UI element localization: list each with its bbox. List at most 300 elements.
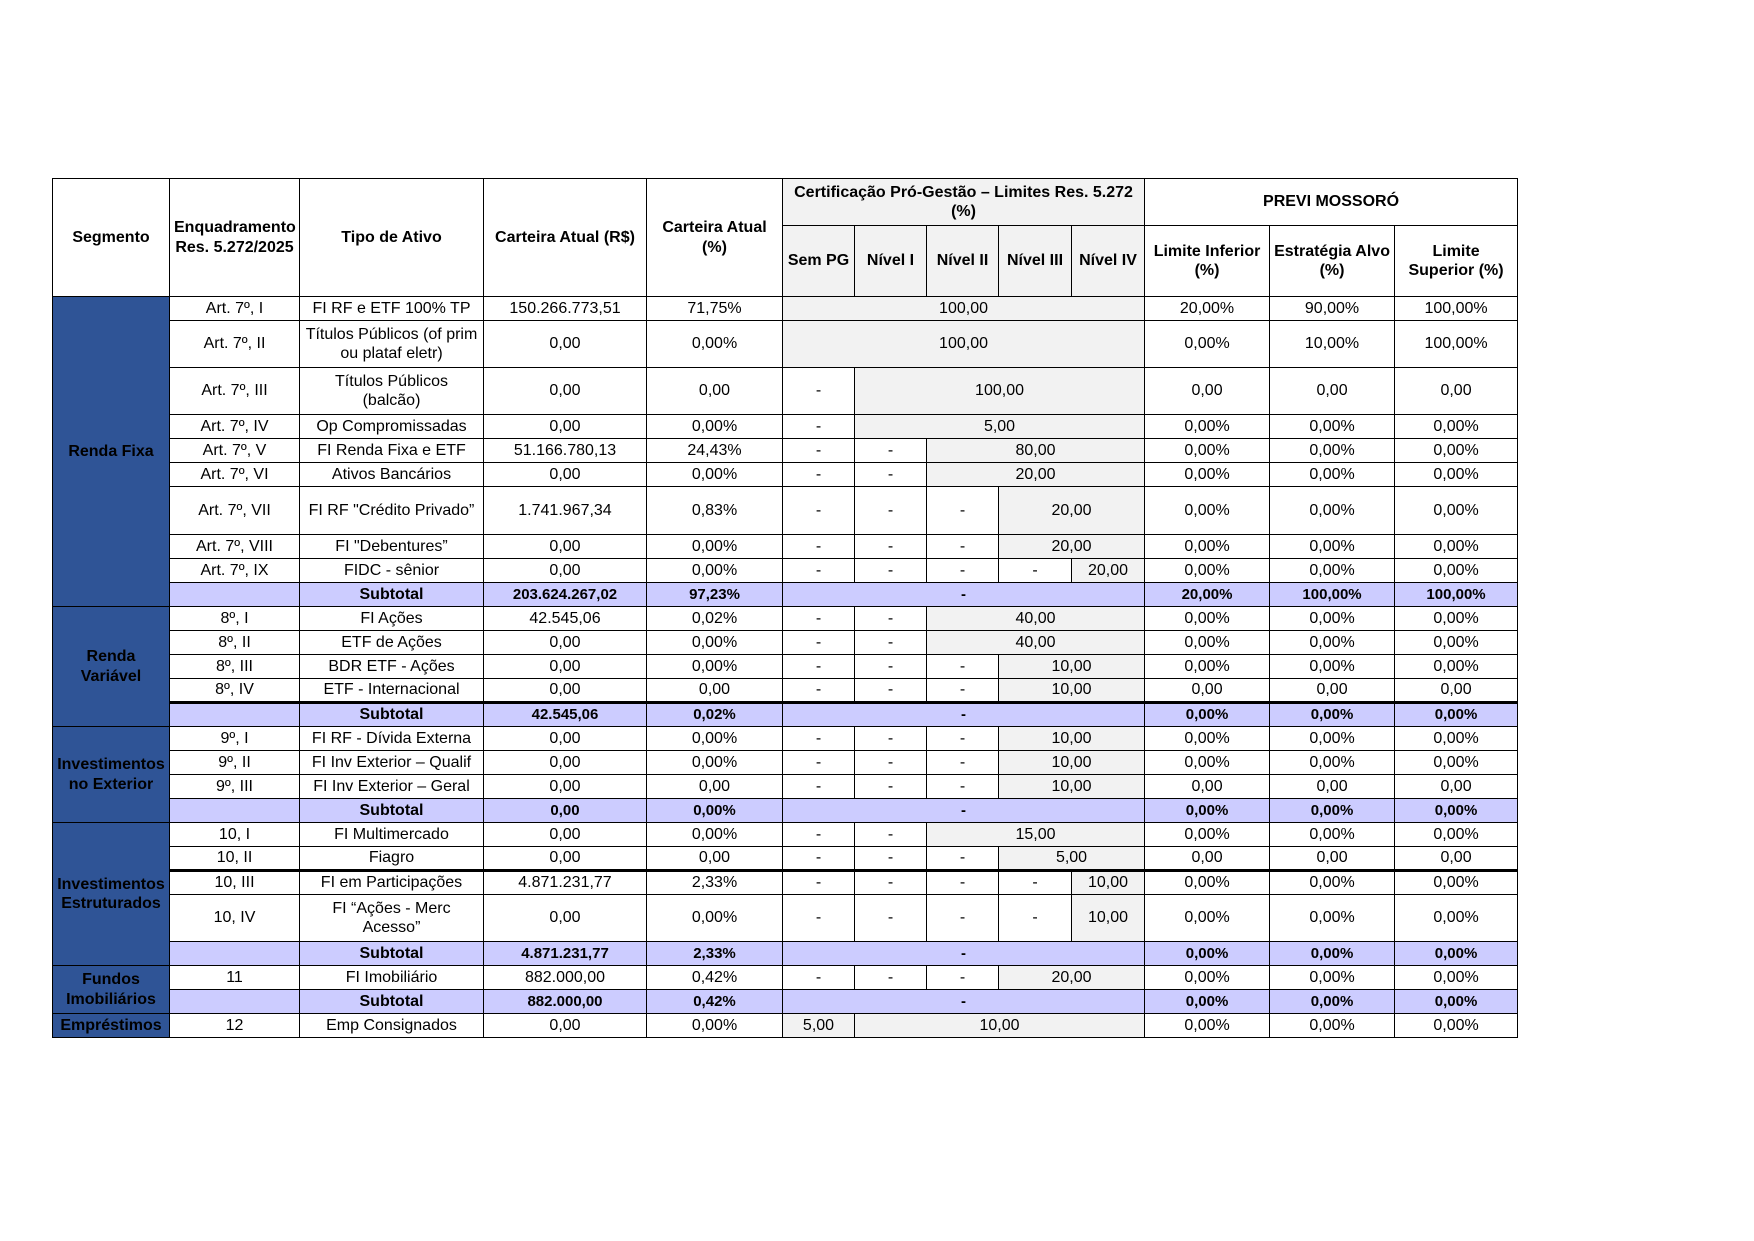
header-nivel-4: Nível IV bbox=[1072, 226, 1145, 297]
estrategia-cell: 100,00% bbox=[1270, 583, 1395, 607]
limite-inferior-cell: 0,00% bbox=[1145, 535, 1270, 559]
nivel-1-cell: - bbox=[855, 607, 927, 631]
nivel-2-cell: - bbox=[927, 655, 999, 679]
tipo-cell: BDR ETF - Ações bbox=[300, 655, 484, 679]
carteira-rs-cell: 0,00 bbox=[484, 368, 647, 415]
limite-cell: 20,00 bbox=[1072, 559, 1145, 583]
limite-inferior-cell: 0,00% bbox=[1145, 823, 1270, 847]
limite-cell: 100,00 bbox=[783, 297, 1145, 321]
limite-superior-cell: 100,00% bbox=[1395, 321, 1518, 368]
estrategia-cell: 0,00% bbox=[1270, 535, 1395, 559]
sem-pg-cell: - bbox=[783, 439, 855, 463]
enquadramento-cell: Art. 7º, VIII bbox=[170, 535, 300, 559]
limite-cell: 20,00 bbox=[999, 487, 1145, 535]
estrategia-cell: 0,00% bbox=[1270, 415, 1395, 439]
nivel-1-cell: - bbox=[855, 463, 927, 487]
segment-renda-fixa: Renda Fixa bbox=[53, 297, 170, 607]
carteira-rs-cell: 0,00 bbox=[484, 799, 647, 823]
carteira-rs-cell: 0,00 bbox=[484, 751, 647, 775]
limite-superior-cell: 0,00% bbox=[1395, 415, 1518, 439]
limite-superior-cell: 0,00% bbox=[1395, 990, 1518, 1014]
carteira-rs-cell: 0,00 bbox=[484, 847, 647, 871]
limite-superior-cell: 0,00% bbox=[1395, 559, 1518, 583]
enquadramento-cell: Art. 7º, IV bbox=[170, 415, 300, 439]
table-row bbox=[53, 439, 1518, 463]
limite-superior-cell: 0,00% bbox=[1395, 535, 1518, 559]
estrategia-cell: 0,00 bbox=[1270, 847, 1395, 871]
subtotal-row bbox=[53, 942, 1518, 966]
nivel-1-cell: - bbox=[855, 559, 927, 583]
carteira-rs-cell: 0,00 bbox=[484, 775, 647, 799]
enquadramento-cell bbox=[170, 703, 300, 727]
carteira-rs-cell: 0,00 bbox=[484, 559, 647, 583]
table-row bbox=[53, 895, 1518, 942]
nivel-2-cell: - bbox=[927, 871, 999, 895]
limite-inferior-cell: 0,00% bbox=[1145, 559, 1270, 583]
limite-superior-cell: 0,00% bbox=[1395, 631, 1518, 655]
header-nivel-2: Nível II bbox=[927, 226, 999, 297]
tipo-cell: FI Inv Exterior – Geral bbox=[300, 775, 484, 799]
sem-pg-cell: - bbox=[783, 559, 855, 583]
limite-cell: 40,00 bbox=[927, 607, 1145, 631]
enquadramento-cell: Art. 7º, VII bbox=[170, 487, 300, 535]
sem-pg-cell: - bbox=[783, 631, 855, 655]
carteira-rs-cell: 0,00 bbox=[484, 823, 647, 847]
tipo-cell: Ativos Bancários bbox=[300, 463, 484, 487]
tipo-cell: Títulos Públicos (of prim ou plataf eletr) bbox=[300, 321, 484, 368]
header-previ: PREVI MOSSORÓ bbox=[1145, 179, 1518, 226]
limite-superior-cell: 100,00% bbox=[1395, 583, 1518, 607]
limite-inferior-cell: 0,00% bbox=[1145, 966, 1270, 990]
table-row bbox=[53, 727, 1518, 751]
limite-superior-cell: 0,00 bbox=[1395, 847, 1518, 871]
allocation-table bbox=[52, 178, 1518, 1038]
table-row bbox=[53, 751, 1518, 775]
subtotal-label: Subtotal bbox=[300, 703, 484, 727]
enquadramento-cell: 8º, III bbox=[170, 655, 300, 679]
limite-superior-cell: 0,00% bbox=[1395, 655, 1518, 679]
nivel-1-cell: - bbox=[855, 631, 927, 655]
enquadramento-cell: Art. 7º, IX bbox=[170, 559, 300, 583]
nivel-1-cell: - bbox=[855, 655, 927, 679]
table-row bbox=[53, 966, 1518, 990]
limite-cell: 80,00 bbox=[927, 439, 1145, 463]
estrategia-cell: 0,00% bbox=[1270, 559, 1395, 583]
limite-inferior-cell: 0,00% bbox=[1145, 727, 1270, 751]
limite-inferior-cell: 0,00% bbox=[1145, 799, 1270, 823]
tipo-cell: FI Ações bbox=[300, 607, 484, 631]
sem-pg-cell: - bbox=[783, 607, 855, 631]
nivel-2-cell: - bbox=[927, 966, 999, 990]
enquadramento-cell: Art. 7º, VI bbox=[170, 463, 300, 487]
enquadramento-cell: Art. 7º, II bbox=[170, 321, 300, 368]
nivel-2-cell: - bbox=[927, 535, 999, 559]
header-enquadramento: Enquadramento Res. 5.272/2025 bbox=[170, 179, 300, 297]
carteira-rs-cell: 0,00 bbox=[484, 895, 647, 942]
header-certificacao: Certificação Pró-Gestão – Limites Res. 5.272 (%) bbox=[783, 179, 1145, 226]
subtotal-label: Subtotal bbox=[300, 583, 484, 607]
tipo-cell: FI Inv Exterior – Qualif bbox=[300, 751, 484, 775]
carteira-pct-cell: 0,42% bbox=[647, 990, 783, 1014]
table-row bbox=[53, 655, 1518, 679]
sem-pg-cell: - bbox=[783, 895, 855, 942]
limite-superior-cell: 0,00% bbox=[1395, 727, 1518, 751]
limite-inferior-cell: 0,00% bbox=[1145, 871, 1270, 895]
limite-cell: 10,00 bbox=[999, 751, 1145, 775]
carteira-rs-cell: 51.166.780,13 bbox=[484, 439, 647, 463]
carteira-rs-cell: 203.624.267,02 bbox=[484, 583, 647, 607]
table-row bbox=[53, 775, 1518, 799]
sem-pg-cell: - bbox=[783, 463, 855, 487]
nivel-1-cell: - bbox=[855, 439, 927, 463]
carteira-rs-cell: 0,00 bbox=[484, 727, 647, 751]
tipo-cell: FIDC - sênior bbox=[300, 559, 484, 583]
nivel-3-cell: - bbox=[999, 895, 1072, 942]
limite-cell: 15,00 bbox=[927, 823, 1145, 847]
carteira-pct-cell: 24,43% bbox=[647, 439, 783, 463]
carteira-rs-cell: 882.000,00 bbox=[484, 990, 647, 1014]
enquadramento-cell: 10, IV bbox=[170, 895, 300, 942]
tipo-cell: FI "Debentures” bbox=[300, 535, 484, 559]
nivel-2-cell: - bbox=[927, 559, 999, 583]
table-row bbox=[53, 535, 1518, 559]
tipo-cell: FI RF - Dívida Externa bbox=[300, 727, 484, 751]
table-row bbox=[53, 847, 1518, 871]
carteira-pct-cell: 0,00% bbox=[647, 463, 783, 487]
limite-cell: 20,00 bbox=[999, 966, 1145, 990]
limite-superior-cell: 0,00 bbox=[1395, 775, 1518, 799]
limite-cell: 10,00 bbox=[1072, 871, 1145, 895]
nivel-1-cell: - bbox=[855, 727, 927, 751]
subtotal-row bbox=[53, 799, 1518, 823]
carteira-rs-cell: 0,00 bbox=[484, 321, 647, 368]
carteira-rs-cell: 42.545,06 bbox=[484, 703, 647, 727]
limite-cell: - bbox=[783, 583, 1145, 607]
enquadramento-cell: 10, III bbox=[170, 871, 300, 895]
limite-cell: - bbox=[783, 703, 1145, 727]
carteira-pct-cell: 97,23% bbox=[647, 583, 783, 607]
estrategia-cell: 0,00% bbox=[1270, 727, 1395, 751]
subtotal-row bbox=[53, 990, 1518, 1014]
limite-inferior-cell: 0,00% bbox=[1145, 895, 1270, 942]
limite-inferior-cell: 20,00% bbox=[1145, 297, 1270, 321]
sem-pg-cell: - bbox=[783, 775, 855, 799]
enquadramento-cell bbox=[170, 583, 300, 607]
carteira-pct-cell: 0,00 bbox=[647, 368, 783, 415]
header-nivel-3: Nível III bbox=[999, 226, 1072, 297]
enquadramento-cell: Art. 7º, III bbox=[170, 368, 300, 415]
header-limite-inferior: Limite Inferior (%) bbox=[1145, 226, 1270, 297]
header-estrategia-alvo: Estratégia Alvo (%) bbox=[1270, 226, 1395, 297]
header-sem-pg: Sem PG bbox=[783, 226, 855, 297]
limite-superior-cell: 0,00% bbox=[1395, 942, 1518, 966]
enquadramento-cell: 11 bbox=[170, 966, 300, 990]
nivel-1-cell: - bbox=[855, 535, 927, 559]
limite-superior-cell: 0,00% bbox=[1395, 487, 1518, 535]
table-row bbox=[53, 871, 1518, 895]
limite-cell: 40,00 bbox=[927, 631, 1145, 655]
carteira-pct-cell: 0,00% bbox=[647, 823, 783, 847]
estrategia-cell: 0,00% bbox=[1270, 895, 1395, 942]
limite-inferior-cell: 0,00% bbox=[1145, 703, 1270, 727]
nivel-2-cell: - bbox=[927, 895, 999, 942]
nivel-3-cell: - bbox=[999, 559, 1072, 583]
limite-superior-cell: 100,00% bbox=[1395, 297, 1518, 321]
enquadramento-cell: 10, I bbox=[170, 823, 300, 847]
limite-inferior-cell: 0,00 bbox=[1145, 368, 1270, 415]
segment-exterior: Investimentos no Exterior bbox=[53, 727, 170, 823]
sem-pg-cell: - bbox=[783, 823, 855, 847]
nivel-1-cell: - bbox=[855, 751, 927, 775]
sem-pg-cell: - bbox=[783, 727, 855, 751]
table-row bbox=[53, 1014, 1518, 1038]
header-carteira-rs: Carteira Atual (R$) bbox=[484, 179, 647, 297]
subtotal-label: Subtotal bbox=[300, 990, 484, 1014]
carteira-pct-cell: 0,02% bbox=[647, 703, 783, 727]
sem-pg-cell: - bbox=[783, 751, 855, 775]
enquadramento-cell bbox=[170, 990, 300, 1014]
table-row bbox=[53, 487, 1518, 535]
nivel-1-cell: - bbox=[855, 775, 927, 799]
limite-inferior-cell: 20,00% bbox=[1145, 583, 1270, 607]
segment-imobiliarios: Fundos Imobiliários bbox=[53, 966, 170, 1014]
nivel-3-cell: - bbox=[999, 871, 1072, 895]
limite-inferior-cell: 0,00% bbox=[1145, 463, 1270, 487]
estrategia-cell: 0,00% bbox=[1270, 607, 1395, 631]
table-row bbox=[53, 679, 1518, 703]
tipo-cell: FI “Ações - Merc Acesso” bbox=[300, 895, 484, 942]
carteira-rs-cell: 4.871.231,77 bbox=[484, 942, 647, 966]
sem-pg-cell: - bbox=[783, 487, 855, 535]
limite-superior-cell: 0,00 bbox=[1395, 368, 1518, 415]
subtotal-label: Subtotal bbox=[300, 799, 484, 823]
limite-inferior-cell: 0,00 bbox=[1145, 847, 1270, 871]
subtotal-row bbox=[53, 703, 1518, 727]
nivel-2-cell: - bbox=[927, 847, 999, 871]
enquadramento-cell: 9º, II bbox=[170, 751, 300, 775]
estrategia-cell: 0,00% bbox=[1270, 463, 1395, 487]
sem-pg-cell: - bbox=[783, 368, 855, 415]
carteira-rs-cell: 150.266.773,51 bbox=[484, 297, 647, 321]
limite-superior-cell: 0,00% bbox=[1395, 463, 1518, 487]
limite-superior-cell: 0,00% bbox=[1395, 799, 1518, 823]
enquadramento-cell: Art. 7º, V bbox=[170, 439, 300, 463]
table-row bbox=[53, 297, 1518, 321]
limite-cell: 20,00 bbox=[927, 463, 1145, 487]
limite-cell: 100,00 bbox=[783, 321, 1145, 368]
estrategia-cell: 0,00% bbox=[1270, 487, 1395, 535]
table-row bbox=[53, 321, 1518, 368]
estrategia-cell: 10,00% bbox=[1270, 321, 1395, 368]
header-limite-superior: Limite Superior (%) bbox=[1395, 226, 1518, 297]
estrategia-cell: 0,00% bbox=[1270, 703, 1395, 727]
tipo-cell: FI Multimercado bbox=[300, 823, 484, 847]
tipo-cell: ETF de Ações bbox=[300, 631, 484, 655]
limite-cell: 10,00 bbox=[1072, 895, 1145, 942]
carteira-pct-cell: 0,00% bbox=[647, 727, 783, 751]
limite-cell: - bbox=[783, 799, 1145, 823]
limite-cell: 5,00 bbox=[855, 415, 1145, 439]
carteira-rs-cell: 882.000,00 bbox=[484, 966, 647, 990]
carteira-pct-cell: 0,00% bbox=[647, 415, 783, 439]
estrategia-cell: 0,00% bbox=[1270, 439, 1395, 463]
carteira-pct-cell: 0,00 bbox=[647, 679, 783, 703]
carteira-pct-cell: 0,00% bbox=[647, 535, 783, 559]
subtotal-row bbox=[53, 583, 1518, 607]
carteira-rs-cell: 0,00 bbox=[484, 415, 647, 439]
enquadramento-cell: 8º, II bbox=[170, 631, 300, 655]
carteira-rs-cell: 0,00 bbox=[484, 655, 647, 679]
tipo-cell: FI RF "Crédito Privado” bbox=[300, 487, 484, 535]
limite-cell: 10,00 bbox=[999, 727, 1145, 751]
carteira-pct-cell: 0,00% bbox=[647, 655, 783, 679]
tipo-cell: FI Renda Fixa e ETF bbox=[300, 439, 484, 463]
estrategia-cell: 0,00% bbox=[1270, 871, 1395, 895]
carteira-pct-cell: 0,00 bbox=[647, 847, 783, 871]
tipo-cell: Emp Consignados bbox=[300, 1014, 484, 1038]
limite-cell: 5,00 bbox=[999, 847, 1145, 871]
limite-inferior-cell: 0,00 bbox=[1145, 679, 1270, 703]
carteira-pct-cell: 0,02% bbox=[647, 607, 783, 631]
sem-pg-cell: - bbox=[783, 415, 855, 439]
carteira-rs-cell: 0,00 bbox=[484, 463, 647, 487]
carteira-rs-cell: 0,00 bbox=[484, 1014, 647, 1038]
enquadramento-cell: 9º, I bbox=[170, 727, 300, 751]
limite-superior-cell: 0,00% bbox=[1395, 966, 1518, 990]
estrategia-cell: 0,00% bbox=[1270, 942, 1395, 966]
estrategia-cell: 0,00% bbox=[1270, 799, 1395, 823]
limite-superior-cell: 0,00% bbox=[1395, 607, 1518, 631]
enquadramento-cell: 10, II bbox=[170, 847, 300, 871]
nivel-1-cell: - bbox=[855, 847, 927, 871]
limite-superior-cell: 0,00% bbox=[1395, 823, 1518, 847]
table-row bbox=[53, 368, 1518, 415]
header-segmento: Segmento bbox=[53, 179, 170, 297]
carteira-pct-cell: 0,42% bbox=[647, 966, 783, 990]
sem-pg-cell: - bbox=[783, 679, 855, 703]
tipo-cell: Títulos Públicos (balcão) bbox=[300, 368, 484, 415]
tipo-cell: ETF - Internacional bbox=[300, 679, 484, 703]
carteira-rs-cell: 4.871.231,77 bbox=[484, 871, 647, 895]
enquadramento-cell: 8º, I bbox=[170, 607, 300, 631]
table-row bbox=[53, 463, 1518, 487]
tipo-cell: FI Imobiliário bbox=[300, 966, 484, 990]
header-carteira-pct: Carteira Atual (%) bbox=[647, 179, 783, 297]
limite-inferior-cell: 0,00% bbox=[1145, 751, 1270, 775]
carteira-pct-cell: 0,00% bbox=[647, 751, 783, 775]
limite-superior-cell: 0,00% bbox=[1395, 895, 1518, 942]
sem-pg-cell: - bbox=[783, 871, 855, 895]
limite-inferior-cell: 0,00% bbox=[1145, 607, 1270, 631]
nivel-2-cell: - bbox=[927, 679, 999, 703]
limite-inferior-cell: 0,00% bbox=[1145, 631, 1270, 655]
estrategia-cell: 0,00% bbox=[1270, 751, 1395, 775]
limite-cell: 10,00 bbox=[999, 775, 1145, 799]
estrategia-cell: 0,00% bbox=[1270, 966, 1395, 990]
enquadramento-cell bbox=[170, 799, 300, 823]
limite-cell: 10,00 bbox=[855, 1014, 1145, 1038]
table-row bbox=[53, 559, 1518, 583]
table-row bbox=[53, 631, 1518, 655]
enquadramento-cell: 12 bbox=[170, 1014, 300, 1038]
enquadramento-cell: Art. 7º, I bbox=[170, 297, 300, 321]
limite-superior-cell: 0,00% bbox=[1395, 703, 1518, 727]
nivel-1-cell: - bbox=[855, 966, 927, 990]
estrategia-cell: 0,00% bbox=[1270, 631, 1395, 655]
subtotal-label: Subtotal bbox=[300, 942, 484, 966]
header-nivel-1: Nível I bbox=[855, 226, 927, 297]
limite-inferior-cell: 0,00% bbox=[1145, 990, 1270, 1014]
nivel-2-cell: - bbox=[927, 727, 999, 751]
carteira-rs-cell: 0,00 bbox=[484, 631, 647, 655]
carteira-rs-cell: 0,00 bbox=[484, 679, 647, 703]
nivel-2-cell: - bbox=[927, 775, 999, 799]
estrategia-cell: 0,00% bbox=[1270, 990, 1395, 1014]
segment-emprestimos: Empréstimos bbox=[53, 1014, 170, 1038]
limite-inferior-cell: 0,00 bbox=[1145, 775, 1270, 799]
estrategia-cell: 0,00 bbox=[1270, 368, 1395, 415]
carteira-pct-cell: 0,00 bbox=[647, 775, 783, 799]
tipo-cell: FI RF e ETF 100% TP bbox=[300, 297, 484, 321]
estrategia-cell: 90,00% bbox=[1270, 297, 1395, 321]
nivel-1-cell: - bbox=[855, 871, 927, 895]
table-row bbox=[53, 415, 1518, 439]
nivel-1-cell: - bbox=[855, 823, 927, 847]
nivel-1-cell: - bbox=[855, 679, 927, 703]
limite-inferior-cell: 0,00% bbox=[1145, 942, 1270, 966]
limite-superior-cell: 0,00% bbox=[1395, 1014, 1518, 1038]
carteira-pct-cell: 0,00% bbox=[647, 799, 783, 823]
carteira-pct-cell: 0,00% bbox=[647, 1014, 783, 1038]
estrategia-cell: 0,00 bbox=[1270, 775, 1395, 799]
nivel-2-cell: - bbox=[927, 751, 999, 775]
sem-pg-cell: - bbox=[783, 847, 855, 871]
enquadramento-cell: 8º, IV bbox=[170, 679, 300, 703]
limite-cell: 10,00 bbox=[999, 655, 1145, 679]
limite-inferior-cell: 0,00% bbox=[1145, 415, 1270, 439]
limite-cell: - bbox=[783, 990, 1145, 1014]
limite-inferior-cell: 0,00% bbox=[1145, 1014, 1270, 1038]
table-row bbox=[53, 607, 1518, 631]
carteira-pct-cell: 2,33% bbox=[647, 871, 783, 895]
limite-superior-cell: 0,00% bbox=[1395, 751, 1518, 775]
carteira-pct-cell: 2,33% bbox=[647, 942, 783, 966]
limite-inferior-cell: 0,00% bbox=[1145, 655, 1270, 679]
limite-inferior-cell: 0,00% bbox=[1145, 321, 1270, 368]
limite-superior-cell: 0,00% bbox=[1395, 439, 1518, 463]
nivel-1-cell: - bbox=[855, 895, 927, 942]
limite-cell: 100,00 bbox=[855, 368, 1145, 415]
carteira-pct-cell: 71,75% bbox=[647, 297, 783, 321]
carteira-rs-cell: 1.741.967,34 bbox=[484, 487, 647, 535]
carteira-rs-cell: 42.545,06 bbox=[484, 607, 647, 631]
limite-inferior-cell: 0,00% bbox=[1145, 487, 1270, 535]
table-row bbox=[53, 823, 1518, 847]
estrategia-cell: 0,00% bbox=[1270, 655, 1395, 679]
tipo-cell: FI em Participações bbox=[300, 871, 484, 895]
carteira-pct-cell: 0,00% bbox=[647, 895, 783, 942]
limite-superior-cell: 0,00 bbox=[1395, 679, 1518, 703]
tipo-cell: Fiagro bbox=[300, 847, 484, 871]
segment-renda-variavel: Renda Variável bbox=[53, 607, 170, 727]
limite-inferior-cell: 0,00% bbox=[1145, 439, 1270, 463]
carteira-pct-cell: 0,00% bbox=[647, 631, 783, 655]
sem-pg-cell: - bbox=[783, 966, 855, 990]
estrategia-cell: 0,00 bbox=[1270, 679, 1395, 703]
limite-cell: 10,00 bbox=[999, 679, 1145, 703]
nivel-1-cell: - bbox=[855, 487, 927, 535]
carteira-pct-cell: 0,00% bbox=[647, 559, 783, 583]
